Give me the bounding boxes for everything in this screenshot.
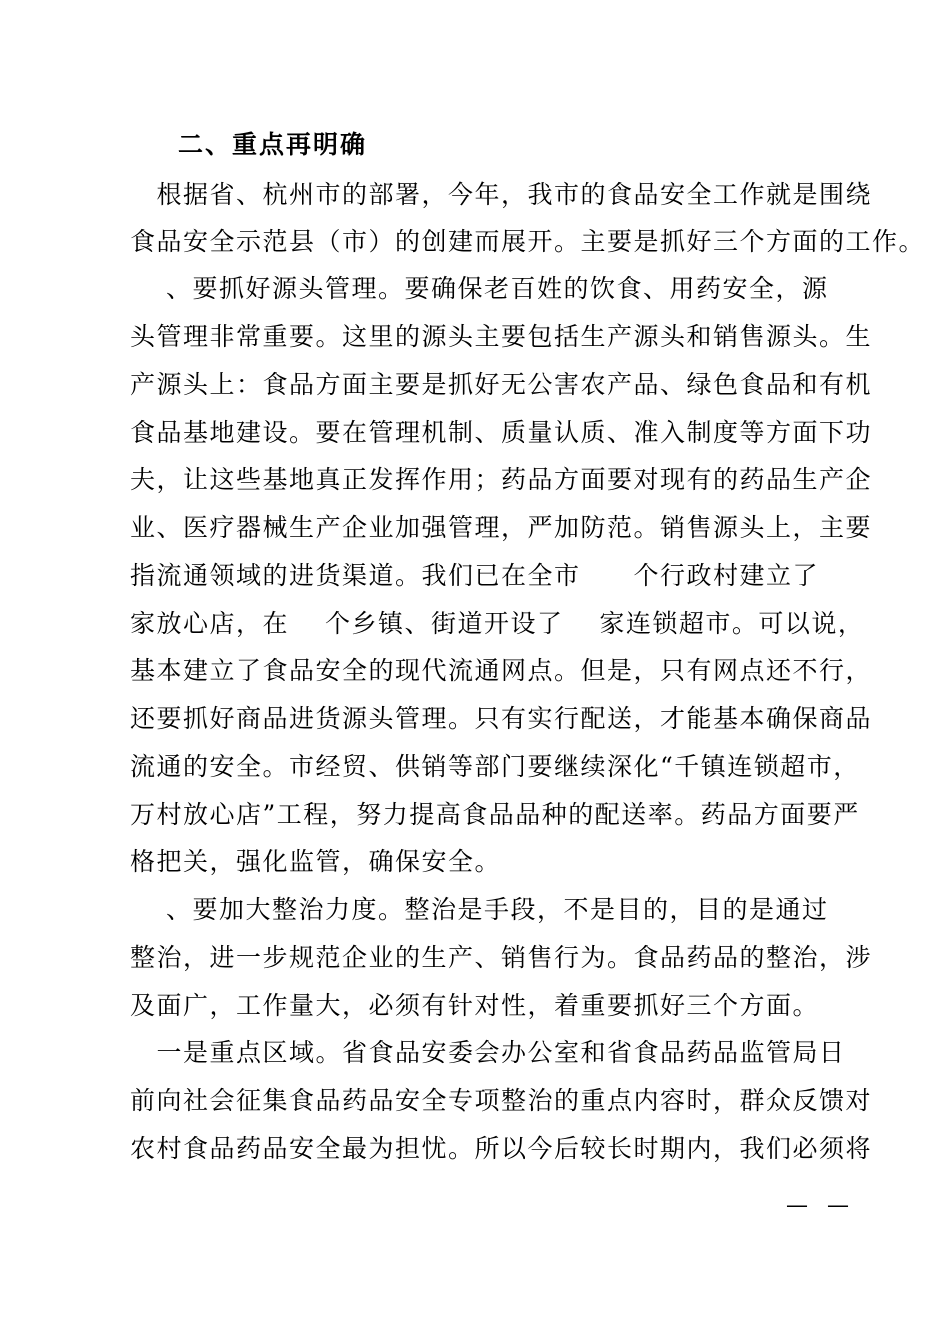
paragraph-line: 根据省、杭州市的部署，今年，我市的食品安全工作就是围绕 bbox=[130, 180, 873, 209]
paragraph-line: 产源头上：食品方面主要是抓好无公害农产品、绿色食品和有机 bbox=[130, 370, 873, 399]
paragraph-line: 家放心店，在 个乡镇、街道开设了 家连锁超市。可以说， bbox=[130, 609, 865, 638]
paragraph-line: 基本建立了食品安全的现代流通网点。但是，只有网点还不行， bbox=[130, 656, 873, 685]
paragraph-line: 整治，进一步规范企业的生产、销售行为。食品药品的整治，涉 bbox=[130, 943, 873, 972]
paragraph-line: 格把关，强化监管，确保安全。 bbox=[130, 847, 502, 876]
page-number-mark: — — bbox=[786, 1193, 855, 1218]
paragraph-line: 食品安全示范县（市）的创建而展开。主要是抓好三个方面的工作。 bbox=[130, 227, 926, 256]
paragraph-line: 流通的安全。市经贸、供销等部门要继续深化“千镇连锁超市， bbox=[130, 752, 860, 781]
paragraph-line: 食品基地建设。要在管理机制、质量认质、准入制度等方面下功 bbox=[130, 418, 873, 447]
paragraph-line: 万村放心店”工程，努力提高食品品种的配送率。药品方面要严 bbox=[130, 800, 860, 829]
paragraph-line: 前向社会征集食品药品安全专项整治的重点内容时，群众反馈对 bbox=[130, 1086, 873, 1115]
section-heading: 二、重点再明确 bbox=[178, 130, 368, 159]
paragraph-line: 、要抓好源头管理。要确保老百姓的饮食、用药安全，源 bbox=[130, 274, 829, 303]
paragraph-line: 及面广，工作量大，必须有针对性，着重要抓好三个方面。 bbox=[130, 991, 820, 1020]
paragraph-line: 农村食品药品安全最为担忧。所以今后较长时期内，我们必须将 bbox=[130, 1134, 873, 1163]
paragraph-line: 指流通领域的进货渠道。我们已在全市 个行政村建立了 bbox=[130, 561, 820, 590]
paragraph-line: 头管理非常重要。这里的源头主要包括生产源头和销售源头。生 bbox=[130, 322, 873, 351]
paragraph-line: 夫，让这些基地真正发挥作用；药品方面要对现有的药品生产企 bbox=[130, 465, 873, 494]
paragraph-line: 业、医疗器械生产企业加强管理，严加防范。销售源头上，主要 bbox=[130, 513, 873, 542]
paragraph-line: 、要加大整治力度。整治是手段，不是目的，目的是通过 bbox=[130, 895, 829, 924]
paragraph-line: 一是重点区域。省食品安委会办公室和省食品药品监管局日 bbox=[130, 1038, 846, 1067]
paragraph-line: 还要抓好商品进货源头管理。只有实行配送，才能基本确保商品 bbox=[130, 704, 873, 733]
